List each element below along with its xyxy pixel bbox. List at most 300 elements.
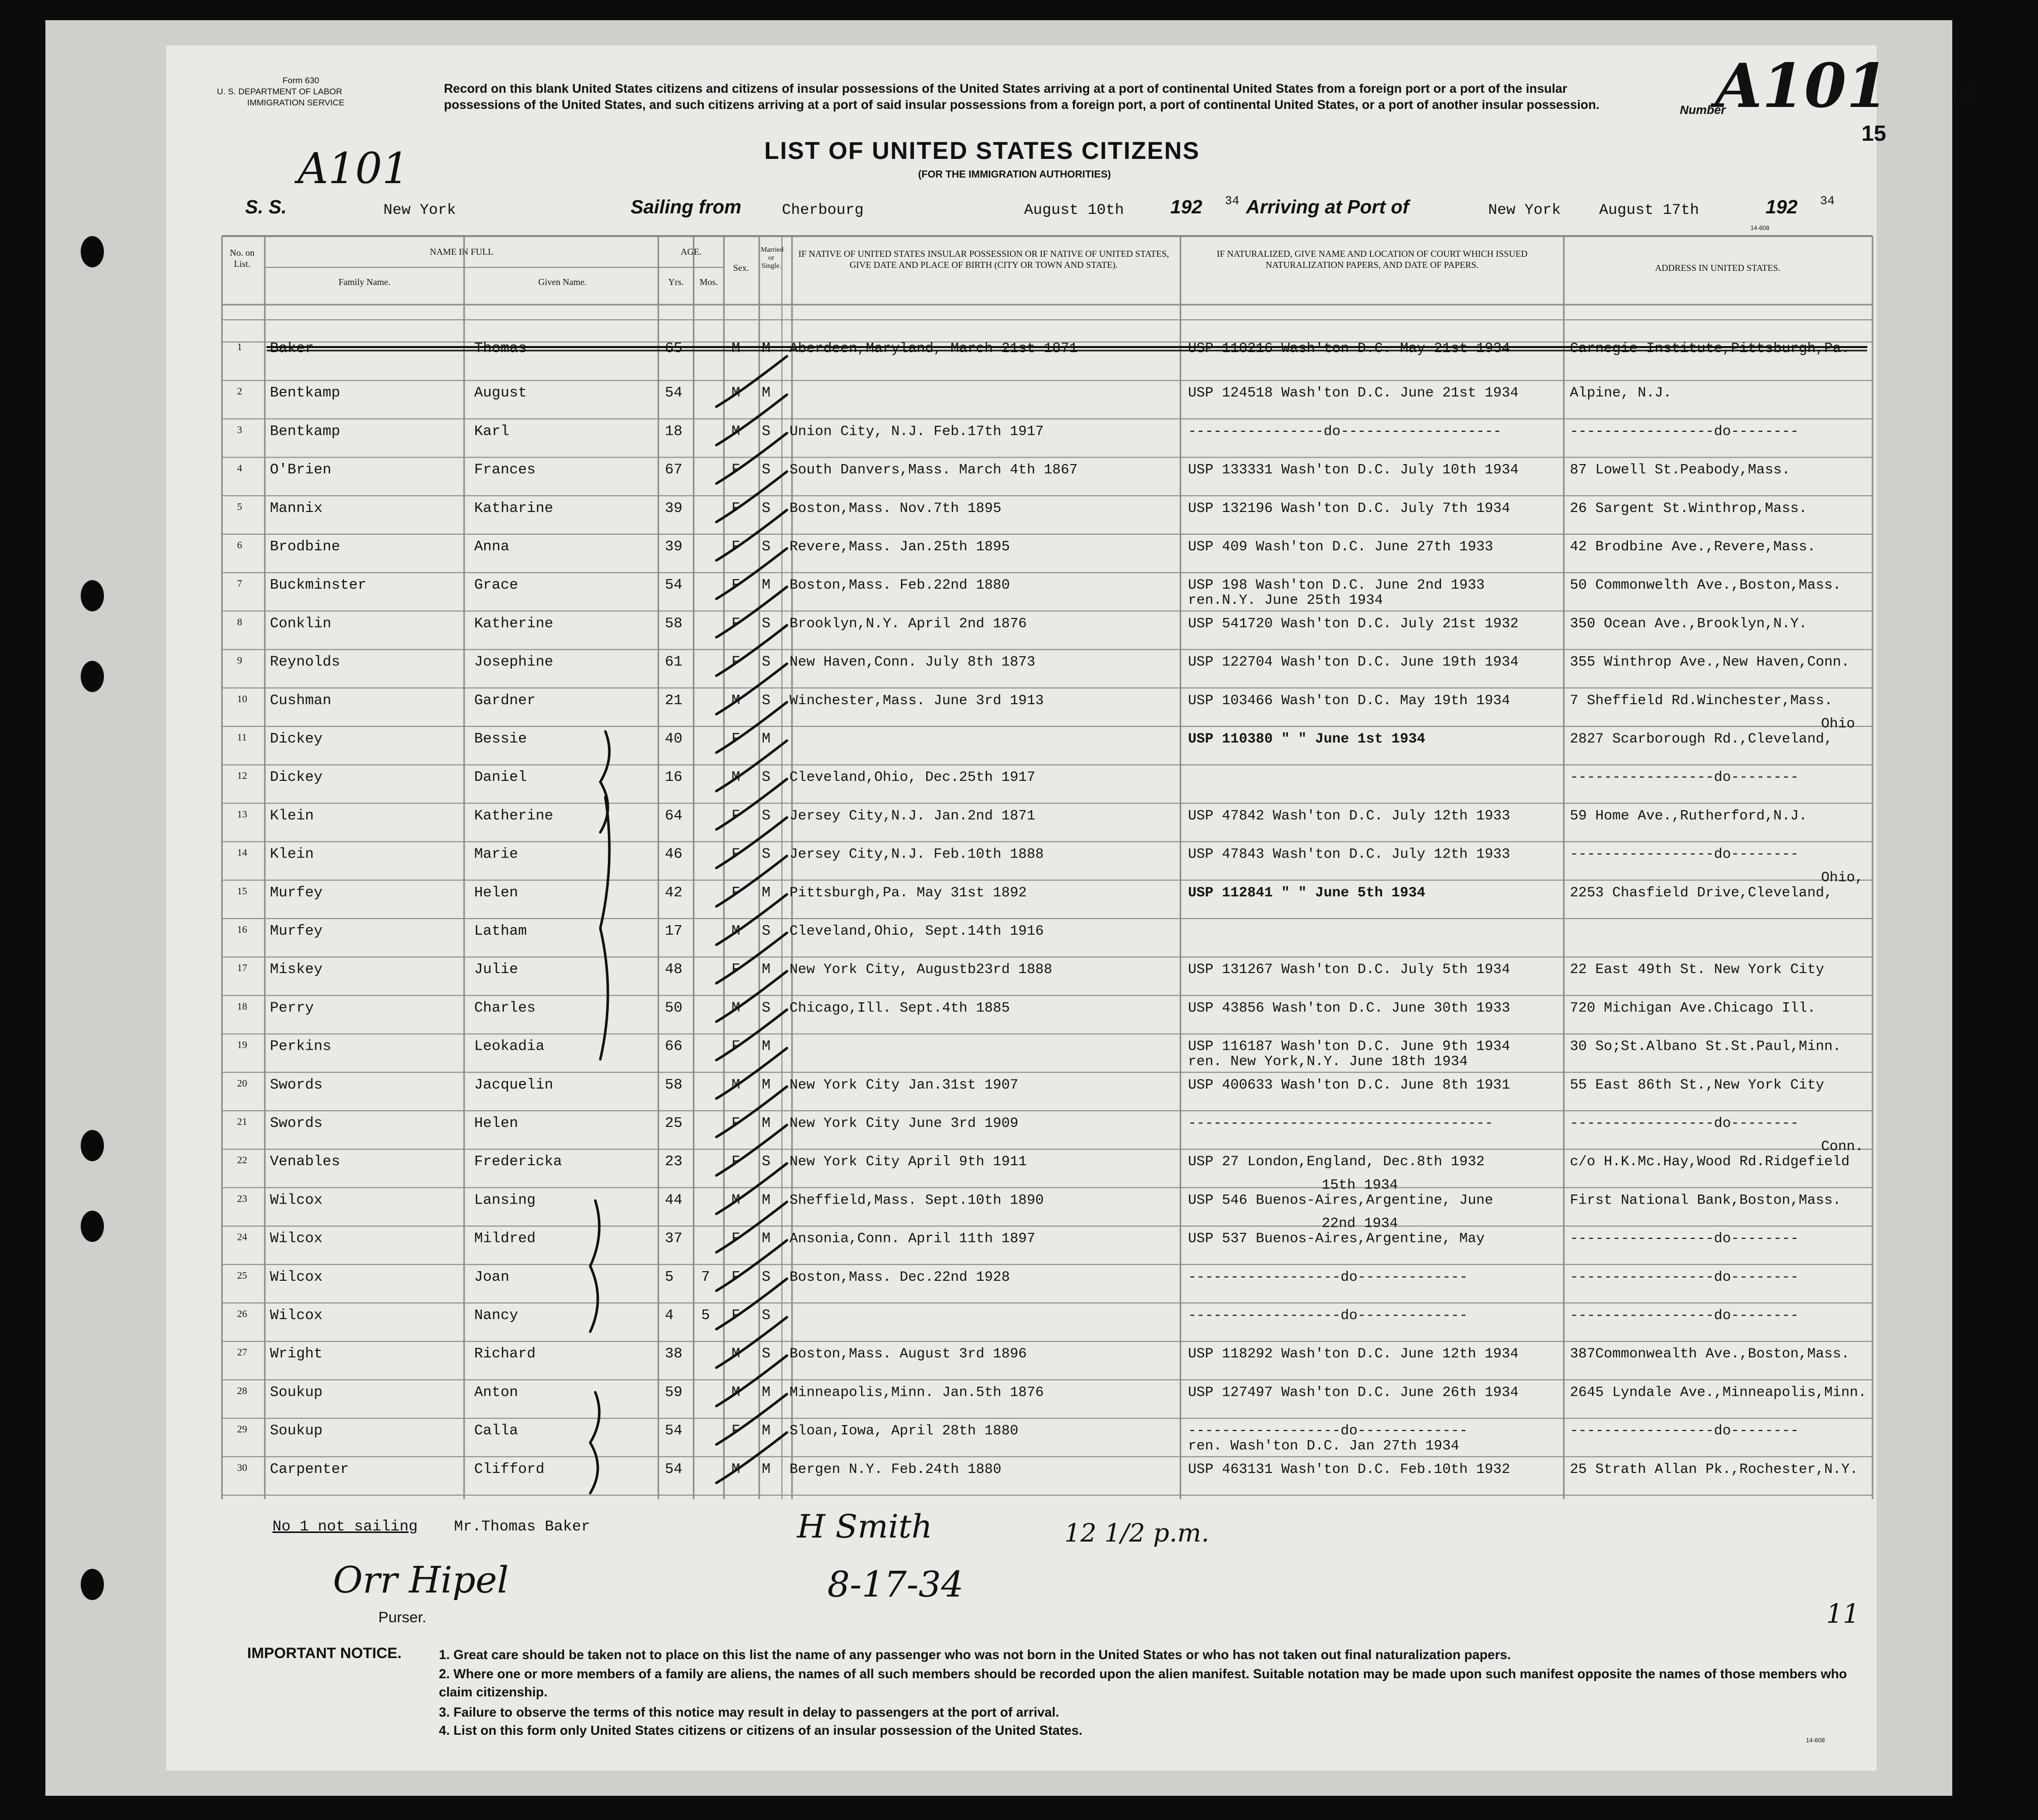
check-stroke [716,1202,787,1253]
age-years: 67 [665,461,683,478]
given-name: Leokadia [474,1038,545,1055]
year-label-2: 192 [1766,197,1798,218]
marital-status: S [762,538,771,555]
birthplace: New York City Jan.31st 1907 [789,1077,1018,1093]
age-years: 46 [665,845,683,863]
marital-status: M [762,1191,771,1209]
naturalization: USP 47842 Wash'ton D.C. July 12th 1933 [1188,808,1510,824]
row-number: 7 [237,578,242,590]
row-number: 11 [237,732,247,743]
col-mos: Mos. [699,277,718,287]
row-number: 22 [237,1155,247,1166]
sex: F [731,845,741,863]
row-number: 19 [237,1039,247,1051]
birthplace: New Haven,Conn. July 8th 1873 [789,654,1036,670]
given-name: Katherine [474,807,553,824]
age-years: 54 [665,577,683,594]
row-number: 21 [237,1116,247,1127]
given-name: Calla [474,1422,519,1439]
age-years: 58 [665,615,683,632]
marital-status: S [762,692,771,709]
given-name: Karl [474,423,510,440]
address: 355 Winthrop Ave.,New Haven,Conn. [1570,654,1850,670]
family-name: Wilcox [270,1268,323,1285]
address: 59 Home Ave.,Rutherford,N.J. [1570,808,1807,824]
naturalization: USP 43856 Wash'ton D.C. June 30th 1933 [1188,1000,1510,1016]
age-years: 65 [665,340,683,357]
given-name: Katharine [474,499,553,517]
naturalization: USP 122704 Wash'ton D.C. June 19th 1934 [1188,654,1519,670]
birthplace: New York City, Augustb23rd 1888 [789,962,1052,978]
marital-status: S [762,807,771,824]
family-name: Wright [270,1345,323,1362]
naturalization: ------------------do------------- [1188,1308,1468,1324]
given-name: Julie [474,961,519,978]
birthplace: Boston,Mass. Dec.22nd 1928 [789,1269,1010,1285]
sex: F [731,961,741,978]
check-stroke [716,1163,787,1214]
given-name: Helen [474,1115,519,1131]
sex: M [731,384,741,402]
given-name: Joan [474,1268,510,1285]
page-mark: 11 [1826,1599,1860,1629]
naturalization: USP 116187 Wash'ton D.C. June 9th 1934 [1188,1039,1510,1055]
row-number: 6 [237,540,242,551]
notice-1: 1. Great care should be taken not to place on this list the name of any passenger who was not born in the United States or who has not taken out final naturalization papers. [439,1647,1511,1662]
col-sex: Sex. [733,263,749,273]
naturalization: USP 537 Buenos-Aires,Argentine, May [1188,1231,1485,1247]
age-years: 38 [665,1345,683,1362]
row-number: 12 [237,770,247,782]
marital-status: M [762,1460,771,1477]
family-name: Soukup [270,1384,323,1401]
notice-3: 3. Failure to observe the terms of this notice may result in delay to passengers at the port of arrival. [439,1704,1059,1720]
sex: F [731,538,741,555]
check-stroke [716,779,787,829]
notice-label: IMPORTANT NOTICE. [247,1645,402,1662]
address-state: Conn. [1821,1139,1864,1155]
row-number: 14 [237,847,247,859]
birthplace: Cleveland,Ohio, Dec.25th 1917 [789,770,1036,786]
age-years: 54 [665,1460,683,1477]
naturalization: ------------------------------------ [1188,1116,1493,1131]
form-number: Form 630 [282,76,319,85]
marital-status: S [762,615,771,632]
address: -----------------do-------- [1570,1423,1799,1439]
check-stroke [716,702,787,753]
given-name: Helen [474,884,519,901]
age-years: 23 [665,1153,683,1170]
given-name: Daniel [474,769,527,786]
age-years: 21 [665,692,683,709]
notice-2: 2. Where one or more members of a family are aliens, the names of all such members should be recorded upon the alien manifest. Suitable notation may be made upon such manifest opposite the names of those members who claim citizenship. [439,1666,1847,1699]
row-number: 29 [237,1424,247,1435]
naturalization: USP 546 Buenos-Aires,Argentine, June [1188,1192,1493,1209]
birthplace: Bergen N.Y. Feb.24th 1880 [789,1461,1002,1477]
naturalization: USP 110216 Wash'ton D.C. May 21st 1934 [1188,341,1510,357]
sex: F [731,461,741,478]
birthplace: Sloan,Iowa, April 28th 1880 [789,1423,1018,1439]
notice-4: 4. List on this form only United States citizens or citizens of an insular possession of the United States. [439,1723,1083,1738]
check-stroke [716,856,787,906]
check-stroke [716,818,787,868]
birthplace: Brooklyn,N.Y. April 2nd 1876 [789,616,1027,632]
purser-label: Purser. [378,1609,427,1626]
birthplace: Minneapolis,Minn. Jan.5th 1876 [789,1385,1044,1401]
family-name: Dickey [270,730,323,747]
check-stroke [716,1125,787,1175]
family-name: Brodbine [270,538,341,555]
naturalization-date: 15th 1934 [1322,1177,1398,1193]
sex: F [731,653,741,670]
family-name: Wilcox [270,1191,323,1209]
arrival-port: New York [1488,202,1561,219]
row-number: 18 [237,1001,247,1012]
address: 720 Michigan Ave.Chicago Ill. [1570,1000,1816,1016]
check-stroke [716,548,787,599]
marital-status: M [762,1115,771,1131]
address: 22 East 49th St. New York City [1570,962,1825,978]
check-stroke [716,664,787,714]
check-stroke [716,625,787,676]
check-stroke [716,1010,787,1060]
sex: F [731,499,741,517]
family-brace [590,1392,599,1493]
given-name: Jacquelin [474,1076,553,1093]
family-name: Reynolds [270,653,341,670]
given-name: Mildred [474,1230,536,1247]
given-name: Thomas [474,340,527,357]
address: 387Commonwealth Ave.,Boston,Mass. [1570,1346,1850,1362]
given-name: Clifford [474,1460,545,1477]
row-number: 3 [237,424,242,436]
naturalization: USP 112841 " " June 5th 1934 [1188,885,1426,901]
age-years: 4 [665,1307,674,1324]
birthplace: New York City April 9th 1911 [789,1154,1027,1170]
given-name: August [474,384,527,402]
marital-status: S [762,1268,771,1285]
sex: F [731,1115,741,1131]
top-instruction: Record on this blank United States citizens and citizens of insular possessions of the United States arriving at a port of continental United States from a foreign port or a port of the insular possessions of the United States, and such citizens arriving at a port of said insular possessions from a foreign port, a port of continental United States, or a port of another insular possession. [444,82,1600,112]
birthplace: Pittsburgh,Pa. May 31st 1892 [789,885,1027,901]
given-name: Latham [474,923,527,939]
family-brace [590,1201,599,1332]
address: 2645 Lyndale Ave.,Minneapolis,Minn. [1570,1385,1867,1401]
address: Alpine, N.J. [1570,385,1672,402]
row-number: 4 [237,463,242,474]
marital-status: S [762,499,771,517]
check-stroke [716,1394,787,1445]
row-number: 25 [237,1270,247,1281]
address: 7 Sheffield Rd.Winchester,Mass. [1570,693,1833,709]
check-stroke [716,741,787,791]
row-number: 26 [237,1309,247,1320]
arriving-label: Arriving at Port of [1246,197,1409,218]
age-years: 5 [665,1268,674,1285]
address: First National Bank,Boston,Mass. [1570,1192,1841,1209]
marital-status: S [762,769,771,786]
sex: F [731,1422,741,1439]
age-years: 48 [665,961,683,978]
age-months: 5 [701,1307,710,1324]
marital-status: M [762,1230,771,1247]
naturalization: USP 133331 Wash'ton D.C. July 10th 1934 [1188,462,1519,478]
naturalization: USP 463131 Wash'ton D.C. Feb.10th 1932 [1188,1461,1510,1477]
naturalization: USP 118292 Wash'ton D.C. June 12th 1934 [1188,1346,1519,1362]
age-years: 39 [665,499,683,517]
sex: F [731,615,741,632]
age-years: 17 [665,923,683,939]
family-name: Wilcox [270,1230,323,1247]
row-number: 27 [237,1347,247,1358]
year-label-1: 192 [1170,197,1203,218]
check-stroke [716,894,787,945]
age-years: 44 [665,1191,683,1209]
family-name: Murfey [270,884,323,901]
given-name: Grace [474,577,519,594]
department-label: U. S. DEPARTMENT OF LABOR [217,87,343,96]
age-years: 16 [665,769,683,786]
col-family: Family Name. [338,277,390,287]
marital-status: M [762,384,771,402]
age-years: 64 [665,807,683,824]
marital-status: S [762,461,771,478]
marital-status: M [762,340,771,357]
address: 30 So;St.Albano St.St.Paul,Minn. [1570,1039,1841,1055]
sex: M [731,423,741,440]
family-name: Wilcox [270,1307,323,1324]
address-state: Ohio, [1821,870,1864,886]
sex: M [731,1460,741,1477]
sex: F [731,1230,741,1247]
sex: M [731,923,741,939]
address: 2827 Scarborough Rd.,Cleveland, [1570,731,1833,747]
given-name: Josephine [474,653,553,670]
check-stroke [716,587,787,637]
address: c/o H.K.Mc.Hay,Wood Rd.Ridgefield [1570,1154,1850,1170]
col-name-group: NAME IN FULL [430,247,493,257]
marital-status: M [762,961,771,978]
given-name: Anton [474,1384,519,1401]
address-state: Ohio [1821,716,1855,732]
birthplace: Jersey City,N.J. Jan.2nd 1871 [789,808,1036,824]
naturalization: USP 131267 Wash'ton D.C. July 5th 1934 [1188,962,1510,978]
address: 2253 Chasfield Drive,Cleveland, [1570,885,1833,901]
address: 25 Strath Allan Pk.,Rochester,N.Y. [1570,1461,1858,1477]
family-name: Klein [270,845,314,863]
row-number: 16 [237,924,247,935]
row-number: 28 [237,1385,247,1397]
number-value: A101 [1715,50,1889,122]
birthplace: Boston,Mass. Feb.22nd 1880 [789,578,1010,594]
age-years: 66 [665,1038,683,1055]
bottom-code: 14-608 [1806,1737,1825,1744]
family-name: Mannix [270,499,323,517]
page-title: LIST OF UNITED STATES CITIZENS [764,138,1200,164]
address: 42 Brodbine Ave.,Revere,Mass. [1570,539,1816,555]
address: -----------------do-------- [1570,846,1799,863]
address: -----------------do-------- [1570,770,1799,786]
naturalization: USP 400633 Wash'ton D.C. June 8th 1931 [1188,1077,1510,1093]
age-years: 18 [665,423,683,440]
col-married: Married or Single. [761,246,784,270]
age-years: 54 [665,384,683,402]
age-years: 39 [665,538,683,555]
given-name: Katherine [474,615,553,632]
sex: M [731,1384,741,1401]
sex: M [731,999,741,1016]
check-stroke [716,510,787,560]
birthplace: Union City, N.J. Feb.17th 1917 [789,424,1044,440]
family-name: Swords [270,1076,323,1093]
sex: M [731,769,741,786]
given-name: Marie [474,845,519,863]
naturalization: ------------------do------------- [1188,1269,1468,1285]
sex: M [731,1191,741,1209]
sailing-port: Cherbourg [782,202,864,219]
marital-status: M [762,884,771,901]
sailing-date: August 10th [1024,202,1124,219]
check-stroke [716,1317,787,1368]
check-stroke [716,433,787,484]
address: 87 Lowell St.Peabody,Mass. [1570,462,1790,478]
marital-status: S [762,999,771,1016]
inspection-time: 12 1/2 p.m. [1064,1518,1210,1548]
marital-status: S [762,1307,771,1324]
naturalization: USP 541720 Wash'ton D.C. July 21st 1932 [1188,616,1519,632]
address: -----------------do-------- [1570,1308,1799,1324]
birthplace: Sheffield,Mass. Sept.10th 1890 [789,1192,1044,1209]
row-number: 13 [237,809,247,820]
sex: M [731,692,741,709]
naturalization: USP 110380 " " June 1st 1934 [1188,731,1426,747]
family-name: Venables [270,1153,341,1170]
sex: F [731,884,741,901]
birthplace: Ansonia,Conn. April 11th 1897 [789,1231,1036,1247]
family-name: Klein [270,807,314,824]
check-stroke [716,356,787,407]
family-name: Perry [270,999,314,1016]
sex: M [731,340,741,357]
check-stroke [716,1087,787,1137]
col-birth: IF NATIVE OF UNITED STATES INSULAR POSSESSION OR IF NATIVE OF UNITED STATES, GIVE DATE AND PLACE OF BIRTH (CITY OR TOWN AND STATE). [798,249,1169,270]
year-value-1: 34 [1225,195,1239,208]
family-name: Soukup [270,1422,323,1439]
family-name: Bentkamp [270,384,341,402]
birthplace: Jersey City,N.J. Feb.10th 1888 [789,846,1044,863]
marital-status: M [762,1384,771,1401]
col-naturalized: IF NATURALIZED, GIVE NAME AND LOCATION OF COURT WHICH ISSUED NATURALIZATION PAPERS, AND DATE OF PAPERS. [1216,249,1528,270]
address: 26 Sargent St.Winthrop,Mass. [1570,500,1807,517]
sex: F [731,1307,741,1324]
row-number: 30 [237,1462,247,1473]
family-name: Dickey [270,769,323,786]
age-years: 61 [665,653,683,670]
check-stroke [716,1048,787,1099]
marital-status: S [762,1345,771,1362]
sex: F [731,1153,741,1170]
birthplace: Chicago,Ill. Sept.4th 1885 [789,1000,1010,1016]
address: 50 Commonwelth Ave.,Boston,Mass. [1570,578,1841,594]
naturalization: USP 47843 Wash'ton D.C. July 12th 1933 [1188,846,1510,863]
family-name: Swords [270,1115,323,1131]
address: 55 East 86th St.,New York City [1570,1077,1825,1093]
naturalization: USP 132196 Wash'ton D.C. July 7th 1934 [1188,500,1510,517]
check-stroke [716,1240,787,1291]
birthplace: Aberdeen,Maryland, March 21st 1871 [789,341,1078,357]
sex: M [731,1345,741,1362]
purser-signature: Orr Hipel [333,1559,509,1601]
family-name: Miskey [270,961,323,978]
inspector-signature: H Smith [797,1508,933,1546]
family-brace [600,797,609,1059]
marital-status: S [762,845,771,863]
row-number: 17 [237,962,247,974]
row-number: 8 [237,616,242,628]
birthplace: Boston,Mass. Nov.7th 1895 [789,500,1002,517]
family-name: Carpenter [270,1460,349,1477]
naturalization-renewal: ren.N.Y. June 25th 1934 [1188,593,1383,609]
marital-status: M [762,577,771,594]
age-years: 25 [665,1115,683,1131]
sex: F [731,1038,741,1055]
sailing-label: Sailing from [631,197,742,218]
address: 350 Ocean Ave.,Brooklyn,N.Y. [1570,616,1807,632]
not-sailing-name: Mr.Thomas Baker [454,1518,591,1535]
given-name: Richard [474,1345,536,1362]
marital-status: M [762,1038,771,1055]
arrival-date: August 17th [1599,202,1700,219]
address: -----------------do-------- [1570,1116,1799,1131]
check-stroke [716,1433,787,1483]
family-name: Baker [270,340,314,357]
given-name: Fredericka [474,1153,562,1170]
check-stroke [716,933,787,983]
family-name: Bentkamp [270,423,341,440]
not-sailing-note: No 1 not sailing [272,1518,418,1535]
family-name: Buckminster [270,577,367,594]
given-name: Bessie [474,730,527,747]
age-months: 7 [701,1268,710,1285]
age-years: 59 [665,1384,683,1401]
age-years: 37 [665,1230,683,1247]
row-number: 9 [237,655,242,666]
family-name: Cushman [270,692,331,709]
page-subtitle: (FOR THE IMMIGRATION AUTHORITIES) [918,169,1111,180]
birthplace: South Danvers,Mass. March 4th 1867 [789,462,1078,478]
sex: F [731,807,741,824]
age-years: 54 [665,1422,683,1439]
row-number: 20 [237,1077,247,1089]
row-number: 2 [237,386,242,397]
row-number: 1 [237,342,242,353]
check-stroke [716,971,787,1021]
age-years: 50 [665,999,683,1016]
age-years: 40 [665,730,683,747]
given-name: Nancy [474,1307,519,1324]
sheet-number: 15 [1861,121,1886,146]
naturalization: USP 27 London,England, Dec.8th 1932 [1188,1154,1485,1170]
check-stroke [716,394,787,445]
marital-status: S [762,423,771,440]
naturalization: USP 409 Wash'ton D.C. June 27th 1933 [1188,539,1493,555]
birthplace: Cleveland,Ohio, Sept.14th 1916 [789,924,1044,939]
check-stroke [716,472,787,522]
inspection-date: 8-17-34 [827,1564,964,1605]
service-label: IMMIGRATION SERVICE [247,98,345,107]
family-name: Perkins [270,1038,331,1055]
tiny-code: 14-608 [1750,224,1770,232]
